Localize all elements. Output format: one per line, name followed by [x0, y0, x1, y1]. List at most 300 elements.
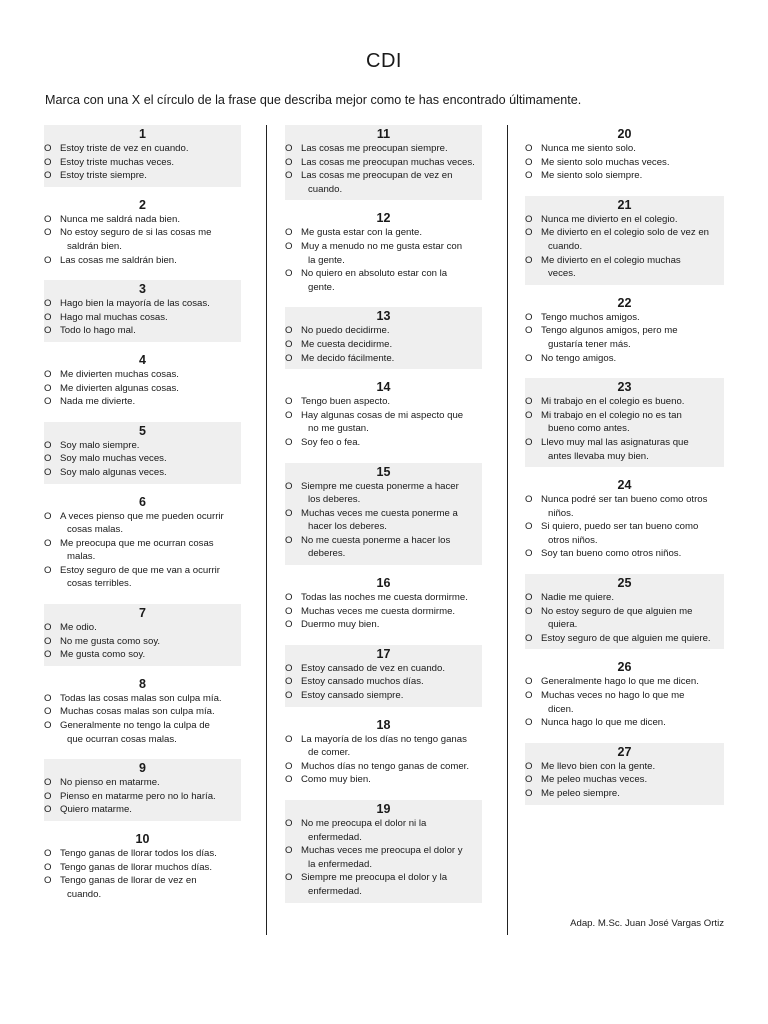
answer-option[interactable] — [525, 254, 724, 281]
option-text-line: Quiero matarme. — [60, 804, 132, 816]
answer-option[interactable] — [285, 395, 482, 409]
option-circle[interactable]: O — [44, 368, 52, 380]
answer-option[interactable] — [44, 776, 241, 790]
option-text-line: Me siento solo siempre. — [541, 170, 643, 182]
option-circle[interactable]: O — [525, 436, 533, 448]
option-text — [301, 871, 479, 898]
option-text-line: cosas terribles. — [67, 578, 132, 590]
answer-option[interactable] — [44, 510, 241, 537]
answer-option[interactable] — [44, 213, 241, 227]
question-item — [44, 125, 241, 187]
question-item — [525, 476, 724, 565]
option-text — [301, 733, 479, 760]
option-circle[interactable]: O — [285, 325, 293, 337]
question-number: 21 — [617, 197, 632, 212]
option-circle[interactable]: O — [525, 170, 533, 182]
option-text — [541, 395, 721, 409]
answer-option[interactable] — [525, 773, 724, 787]
option-text — [541, 493, 721, 520]
option-circle[interactable]: O — [44, 396, 52, 408]
question-item — [285, 125, 482, 200]
answer-option[interactable] — [285, 226, 482, 240]
option-circle[interactable]: O — [525, 143, 533, 154]
option-circle[interactable]: O — [285, 143, 293, 154]
answer-option[interactable] — [525, 520, 724, 547]
answer-option[interactable] — [525, 324, 724, 351]
question-item — [285, 716, 482, 791]
option-text-line: la gente. — [308, 254, 345, 266]
answer-option[interactable] — [525, 493, 724, 520]
answer-option[interactable] — [285, 534, 482, 561]
option-text — [541, 716, 721, 730]
option-text-line: hacer los deberes. — [308, 521, 387, 533]
option-circle[interactable]: O — [44, 382, 52, 394]
option-text-line: Nadie me quiere. — [541, 592, 615, 604]
answer-option[interactable] — [44, 311, 241, 325]
option-text — [541, 520, 721, 547]
answer-option[interactable] — [285, 324, 482, 338]
answer-option[interactable] — [525, 547, 724, 561]
option-circle[interactable]: O — [44, 298, 52, 310]
option-text — [60, 648, 238, 662]
option-text-line: Nunca hago lo que me dicen. — [541, 717, 666, 729]
option-circle[interactable]: O — [44, 254, 52, 266]
option-circle[interactable]: O — [44, 510, 52, 522]
option-text-line: Como muy bien. — [301, 774, 371, 786]
option-text — [60, 705, 238, 719]
question-number: 3 — [139, 282, 146, 297]
answer-option[interactable] — [44, 142, 241, 156]
option-text — [301, 338, 479, 352]
option-circle[interactable]: O — [285, 396, 293, 408]
option-circle[interactable]: O — [285, 156, 293, 168]
answer-option[interactable] — [525, 409, 724, 436]
question-number: 11 — [376, 127, 391, 141]
option-text — [60, 169, 238, 183]
answer-option[interactable] — [285, 733, 482, 760]
option-text — [301, 436, 479, 450]
option-text-line: Tengo buen aspecto. — [301, 396, 391, 408]
question-number: 2 — [139, 197, 146, 212]
question-item — [525, 196, 724, 285]
answer-option[interactable] — [525, 605, 724, 632]
answer-option[interactable] — [44, 861, 241, 875]
question-item — [44, 351, 241, 413]
option-circle[interactable]: O — [525, 788, 533, 799]
option-text — [60, 254, 238, 268]
option-text — [60, 324, 238, 338]
option-circle[interactable]: O — [525, 156, 533, 168]
option-circle[interactable]: O — [285, 338, 293, 350]
answer-option[interactable] — [44, 368, 241, 382]
option-circle[interactable]: O — [525, 494, 533, 506]
option-circle[interactable]: O — [285, 480, 293, 492]
answer-option[interactable] — [525, 436, 724, 463]
option-circle[interactable]: O — [285, 170, 293, 182]
question-item — [525, 125, 724, 187]
option-text — [301, 240, 479, 267]
answer-option[interactable] — [285, 409, 482, 436]
answer-option[interactable] — [525, 760, 724, 774]
option-text — [60, 847, 238, 861]
option-circle[interactable]: O — [285, 240, 293, 252]
option-circle[interactable]: O — [285, 227, 293, 239]
question-number: 17 — [376, 646, 391, 661]
answer-option[interactable] — [44, 226, 241, 253]
option-text-line: Llevo muy mal las asignaturas que — [541, 436, 689, 448]
question-item — [44, 422, 241, 484]
option-text-line: gente. — [308, 281, 335, 293]
option-text — [301, 480, 479, 507]
answer-option[interactable] — [44, 395, 241, 409]
option-text — [541, 142, 721, 156]
option-text — [541, 254, 721, 281]
option-text-line: Muchas cosas malas son culpa mía. — [60, 706, 215, 718]
answer-option[interactable] — [525, 213, 724, 227]
answer-option[interactable] — [285, 156, 482, 170]
answer-option[interactable] — [525, 787, 724, 801]
option-text-line: otros niños. — [548, 534, 598, 546]
option-circle[interactable]: O — [44, 649, 52, 661]
answer-option[interactable] — [525, 395, 724, 409]
option-text-line: No estoy seguro de si las cosas me — [60, 227, 212, 239]
answer-option[interactable] — [44, 254, 241, 268]
option-circle[interactable]: O — [525, 605, 533, 617]
option-text — [541, 632, 721, 646]
option-text-line: No me preocupa el dolor ni la — [301, 818, 427, 829]
question-column-3 — [525, 125, 724, 805]
option-circle[interactable]: O — [44, 692, 52, 704]
answer-option[interactable] — [44, 803, 241, 817]
question-number: 24 — [617, 478, 632, 493]
option-text — [541, 787, 721, 801]
answer-option[interactable] — [525, 311, 724, 325]
option-text — [60, 564, 238, 591]
option-text-line: Tengo muchos amigos. — [541, 311, 640, 323]
option-circle[interactable]: O — [525, 521, 533, 533]
answer-option[interactable] — [285, 871, 482, 898]
option-text-line: Hay algunas cosas de mi aspecto que — [301, 409, 464, 421]
option-circle[interactable]: O — [285, 676, 293, 688]
answer-option[interactable] — [44, 169, 241, 183]
answer-option[interactable] — [44, 874, 241, 901]
option-text-line: malas. — [67, 551, 96, 563]
question-number: 5 — [139, 423, 146, 438]
answer-option[interactable] — [285, 689, 482, 703]
question-item — [44, 759, 241, 821]
option-text — [541, 773, 721, 787]
option-text — [301, 142, 479, 156]
option-text — [541, 689, 721, 716]
question-number: 27 — [617, 744, 632, 759]
answer-option[interactable] — [285, 605, 482, 619]
answer-option[interactable] — [44, 705, 241, 719]
option-circle[interactable]: O — [285, 818, 293, 829]
option-text-line: Soy malo siempre. — [60, 439, 140, 451]
answer-option[interactable] — [525, 632, 724, 646]
answer-option[interactable] — [285, 338, 482, 352]
option-circle[interactable]: O — [44, 453, 52, 465]
answer-option[interactable] — [525, 169, 724, 183]
answer-option[interactable] — [285, 591, 482, 605]
option-text — [60, 466, 238, 480]
answer-option[interactable] — [525, 591, 724, 605]
answer-option[interactable] — [44, 847, 241, 861]
option-circle[interactable]: O — [525, 632, 533, 644]
question-number: 18 — [376, 717, 391, 732]
option-text-line: Estoy cansado de vez en cuando. — [301, 662, 446, 674]
answer-option[interactable] — [285, 352, 482, 366]
answer-option[interactable] — [285, 480, 482, 507]
option-circle[interactable]: O — [285, 619, 293, 631]
option-text — [60, 635, 238, 649]
option-circle[interactable]: O — [44, 804, 52, 816]
option-text-line: No tengo amigos. — [541, 352, 617, 364]
option-circle[interactable]: O — [525, 396, 533, 408]
answer-option[interactable] — [525, 226, 724, 253]
option-circle[interactable]: O — [44, 720, 52, 732]
option-text-line: Estoy triste muchas veces. — [60, 156, 175, 168]
answer-option[interactable] — [525, 716, 724, 730]
option-circle[interactable]: O — [525, 311, 533, 323]
option-text — [60, 510, 238, 537]
option-text — [541, 324, 721, 351]
option-circle[interactable]: O — [44, 325, 52, 337]
option-text-line: Estoy seguro de que me van a ocurrir — [60, 564, 220, 576]
question-item — [44, 830, 241, 905]
option-circle[interactable]: O — [44, 170, 52, 182]
answer-option[interactable] — [44, 324, 241, 338]
option-circle[interactable]: O — [44, 861, 52, 873]
answer-option[interactable] — [44, 692, 241, 706]
answer-option[interactable] — [525, 689, 724, 716]
option-text-line: Me decido fácilmente. — [301, 352, 395, 364]
answer-option[interactable] — [285, 675, 482, 689]
option-text — [60, 861, 238, 875]
option-circle[interactable]: O — [44, 213, 52, 225]
option-circle[interactable]: O — [285, 845, 293, 857]
option-text-line: Me odio. — [60, 622, 97, 634]
option-circle[interactable]: O — [44, 466, 52, 478]
option-circle[interactable]: O — [525, 592, 533, 604]
option-text-line: No pienso en matarme. — [60, 777, 160, 789]
option-text — [541, 760, 721, 774]
option-circle[interactable]: O — [44, 848, 52, 859]
option-circle[interactable]: O — [285, 662, 293, 674]
option-text-line: Tengo ganas de llorar todos los días. — [60, 848, 217, 859]
option-text-line: Siempre me cuesta ponerme a hacer — [301, 480, 459, 492]
option-text — [541, 409, 721, 436]
answer-option[interactable] — [44, 156, 241, 170]
question-number: 10 — [135, 832, 150, 846]
question-number: 7 — [139, 606, 146, 621]
question-number: 14 — [376, 380, 391, 395]
answer-option[interactable] — [525, 156, 724, 170]
answer-option[interactable] — [44, 297, 241, 311]
question-item — [285, 209, 482, 298]
option-text-line: Estoy cansado muchos días. — [301, 676, 424, 688]
answer-option[interactable] — [525, 675, 724, 689]
option-circle[interactable]: O — [44, 439, 52, 451]
option-circle[interactable]: O — [44, 143, 52, 154]
option-text-line: cuando. — [548, 240, 583, 252]
answer-option[interactable] — [285, 142, 482, 156]
option-text — [541, 352, 721, 366]
answer-option[interactable] — [44, 452, 241, 466]
answer-option[interactable] — [285, 240, 482, 267]
option-text — [60, 452, 238, 466]
option-text-line: bueno como antes. — [548, 423, 630, 435]
option-circle[interactable]: O — [285, 690, 293, 702]
option-text — [541, 436, 721, 463]
option-text-line: Generalmente no tengo la culpa de — [60, 720, 210, 732]
option-circle[interactable]: O — [285, 268, 293, 280]
option-text — [541, 213, 721, 227]
option-circle[interactable]: O — [285, 436, 293, 448]
column-divider — [507, 125, 508, 935]
option-circle[interactable]: O — [525, 227, 533, 239]
answer-option[interactable] — [285, 844, 482, 871]
option-circle[interactable]: O — [44, 635, 52, 647]
option-circle[interactable]: O — [525, 774, 533, 786]
answer-option[interactable] — [285, 618, 482, 632]
answer-option[interactable] — [285, 169, 482, 196]
answer-option[interactable] — [44, 635, 241, 649]
option-text-line: Estoy seguro de que alguien me quiere. — [541, 632, 711, 644]
option-text-line: Siempre me preocupa el dolor y la — [301, 872, 448, 884]
answer-option[interactable] — [525, 142, 724, 156]
option-text — [301, 409, 479, 436]
option-circle[interactable]: O — [525, 717, 533, 729]
option-circle[interactable]: O — [285, 605, 293, 617]
option-circle[interactable]: O — [525, 213, 533, 225]
answer-option[interactable] — [44, 439, 241, 453]
option-text-line: Hago mal muchas cosas. — [60, 311, 168, 323]
option-circle[interactable]: O — [285, 592, 293, 604]
option-text-line: Me peleo muchas veces. — [541, 774, 648, 786]
option-circle[interactable]: O — [44, 227, 52, 239]
answer-option[interactable] — [44, 648, 241, 662]
answer-option[interactable] — [44, 382, 241, 396]
answer-option[interactable] — [525, 352, 724, 366]
option-text — [60, 156, 238, 170]
option-circle[interactable]: O — [525, 760, 533, 772]
question-number: 13 — [376, 309, 391, 324]
option-circle[interactable]: O — [285, 872, 293, 884]
answer-option[interactable] — [285, 760, 482, 774]
question-number: 6 — [139, 494, 146, 509]
option-circle[interactable]: O — [44, 875, 52, 887]
option-circle[interactable]: O — [285, 352, 293, 364]
option-text-line: Nada me divierte. — [60, 396, 136, 408]
option-text-line: No me gusta como soy. — [60, 635, 161, 647]
option-circle[interactable]: O — [285, 760, 293, 772]
question-item — [285, 574, 482, 636]
answer-option[interactable] — [285, 267, 482, 294]
option-text-line: Todo lo hago mal. — [60, 325, 136, 337]
option-text-line: Muchas veces me preocupa el dolor y — [301, 845, 463, 857]
option-text-line: enfermedad. — [308, 831, 362, 843]
option-circle[interactable]: O — [525, 690, 533, 702]
option-text-line: Las cosas me preocupan muchas veces. — [301, 156, 475, 168]
option-circle[interactable]: O — [44, 156, 52, 168]
question-item — [44, 675, 241, 750]
page-title: CDI — [366, 50, 402, 72]
answer-option[interactable] — [285, 817, 482, 844]
option-circle[interactable]: O — [285, 733, 293, 745]
option-circle[interactable]: O — [44, 622, 52, 634]
option-text-line: antes llevaba muy bien. — [548, 450, 649, 462]
option-circle[interactable]: O — [525, 325, 533, 337]
question-number: 8 — [139, 676, 146, 691]
question-item — [285, 463, 482, 566]
answer-option[interactable] — [44, 621, 241, 635]
option-text-line: Me peleo siempre. — [541, 788, 620, 799]
option-text — [60, 790, 238, 804]
option-text-line: Tengo ganas de llorar muchos días. — [60, 861, 212, 873]
option-text — [301, 675, 479, 689]
option-text-line: Soy feo o fea. — [301, 436, 361, 448]
option-text-line: Me gusta estar con la gente. — [301, 227, 423, 239]
option-circle[interactable]: O — [285, 774, 293, 786]
answer-option[interactable] — [285, 662, 482, 676]
answer-option[interactable] — [285, 773, 482, 787]
option-circle[interactable]: O — [285, 534, 293, 546]
option-circle[interactable]: O — [44, 537, 52, 549]
option-text — [301, 534, 479, 561]
option-text-line: Me divierten algunas cosas. — [60, 382, 179, 394]
option-circle[interactable]: O — [525, 254, 533, 266]
option-text-line: Tengo algunos amigos, pero me — [541, 325, 678, 337]
option-text-line: cuando. — [308, 183, 343, 195]
option-text-line: Mi trabajo en el colegio no es tan — [541, 409, 682, 421]
option-circle[interactable]: O — [525, 352, 533, 364]
option-text-line: Tengo ganas de llorar de vez en — [60, 875, 197, 887]
option-circle[interactable]: O — [525, 548, 533, 560]
option-circle[interactable]: O — [285, 507, 293, 519]
question-item — [525, 658, 724, 733]
option-circle[interactable]: O — [525, 409, 533, 421]
option-circle[interactable]: O — [44, 706, 52, 718]
option-text — [301, 267, 479, 294]
option-circle[interactable]: O — [285, 409, 293, 421]
option-circle[interactable]: O — [44, 564, 52, 576]
option-text-line: Pienso en matarme pero no lo haría. — [60, 790, 216, 802]
answer-option[interactable] — [44, 719, 241, 746]
option-circle[interactable]: O — [44, 790, 52, 802]
option-text-line: quiera. — [548, 619, 578, 631]
answer-option[interactable] — [44, 537, 241, 564]
option-text-line: Nunca me divierto en el colegio. — [541, 213, 678, 225]
option-circle[interactable]: O — [44, 311, 52, 323]
option-text-line: Generalmente hago lo que me dicen. — [541, 676, 699, 688]
answer-option[interactable] — [44, 564, 241, 591]
answer-option[interactable] — [285, 436, 482, 450]
option-text-line: Muchos días no tengo ganas de comer. — [301, 760, 469, 772]
answer-option[interactable] — [44, 790, 241, 804]
answer-option[interactable] — [44, 466, 241, 480]
answer-option[interactable] — [285, 507, 482, 534]
option-text — [60, 382, 238, 396]
option-text-line: No me cuesta ponerme a hacer los — [301, 534, 451, 546]
option-circle[interactable]: O — [44, 777, 52, 789]
option-circle[interactable]: O — [525, 676, 533, 688]
adaptation-credit: Adap. M.Sc. Juan José Vargas Ortiz — [570, 918, 724, 929]
option-text — [301, 591, 479, 605]
option-text — [301, 689, 479, 703]
option-text-line: No estoy seguro de que alguien me — [541, 605, 693, 617]
option-text — [301, 352, 479, 366]
